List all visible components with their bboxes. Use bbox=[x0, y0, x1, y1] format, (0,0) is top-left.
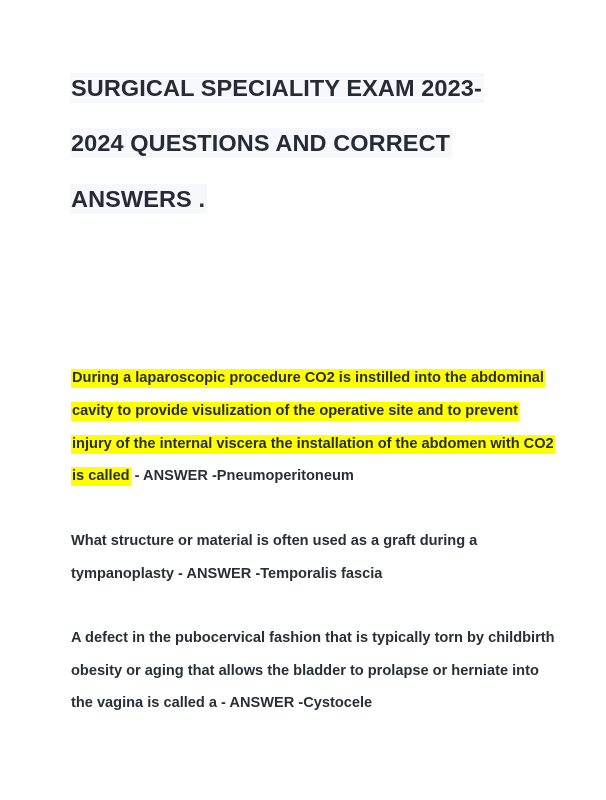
title-line-2: 2024 QUESTIONS AND CORRECT bbox=[71, 130, 451, 156]
question-1-line-2 bbox=[71, 401, 519, 421]
question-3-line-1: A defect in the pubocervical fashion that is typically torn by childbirth bbox=[71, 630, 555, 646]
question-3-line-2: obesity or aging that allows the bladder to prolapse or herniate into bbox=[71, 663, 539, 679]
question-2-line-2: tympanoplasty - ANSWER -Temporalis fascia bbox=[71, 566, 383, 582]
question-1-highlight-4: is called bbox=[72, 468, 130, 484]
question-1-line-3 bbox=[71, 434, 555, 454]
question-2-line-1: What structure or material is often used as a graft during a bbox=[71, 533, 478, 549]
question-1-line-4 bbox=[71, 466, 354, 486]
question-1-answer: - ANSWER -Pneumoperitoneum bbox=[130, 468, 354, 484]
question-1-highlight-1: During a laparoscopic procedure CO2 is instilled into the abdominal bbox=[72, 370, 544, 386]
question-1-highlight-3: injury of the internal viscera the installation of the abdomen with CO2 bbox=[72, 436, 554, 452]
question-3-line-3: the vagina is called a - ANSWER -Cystocele bbox=[71, 695, 373, 711]
question-1-line-1 bbox=[71, 368, 545, 388]
question-1-highlight-2: cavity to provide visulization of the operative site and to prevent bbox=[72, 403, 519, 419]
title-line-3: ANSWERS . bbox=[71, 186, 206, 212]
title-line-1: SURGICAL SPECIALITY EXAM 2023- bbox=[71, 75, 482, 101]
